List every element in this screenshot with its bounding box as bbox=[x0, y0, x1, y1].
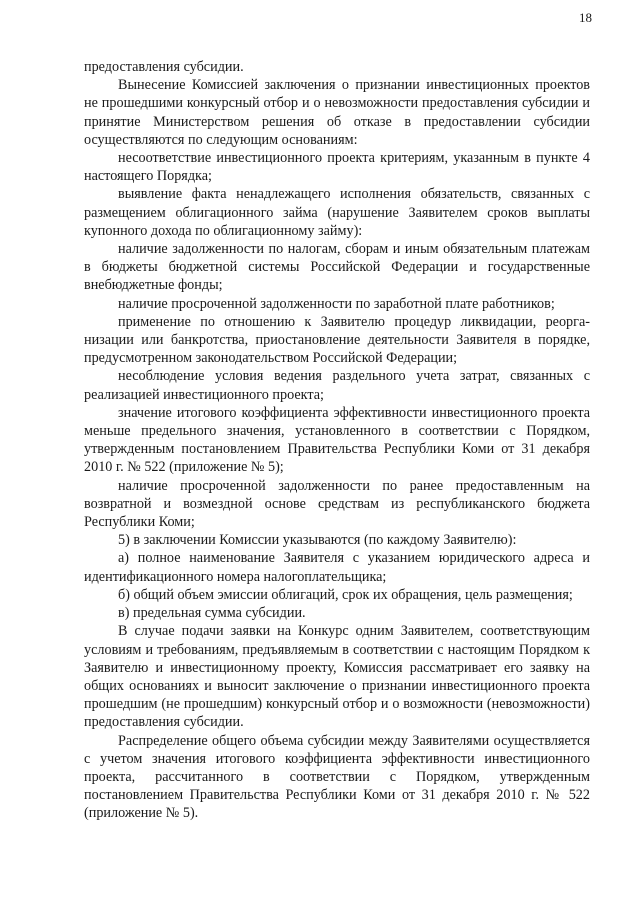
paragraph-conclusion-contents: 5) в заключении Комиссии указываются (по каждому Заявителю): bbox=[118, 532, 517, 549]
paragraph-budget-debt: наличие просроченной задолженности по ранее предоставленным на возвратной и возмездной основе средствам из республиканского бюджета Республики Коми; bbox=[84, 477, 590, 531]
page-number: 18 bbox=[579, 10, 592, 25]
paragraph-efficiency-coefficient: значение итогового коэффициента эффективности инвестиционного проекта меньше предельного значения, установленного в соответствии с Порядком, утвержденным постановлением Правительства Республики Коми от 31 декабря 2010 г. № 522 (приложение № 5); bbox=[84, 404, 590, 476]
paragraph-item-v: в) предельная сумма субсидии. bbox=[118, 605, 306, 622]
paragraph-item-a: а) полное наименование Заявителя с указанием юридического адреса и идентификационного номера налогоплательщика; bbox=[84, 550, 590, 585]
paragraph-improper-obligations: выявление факта ненадлежащего исполнения обязательств, связанных с размещением облигационного займа (нарушение Заявителем сроков выплаты купонного дохода по облигационному займу): bbox=[84, 186, 590, 239]
paragraph-item-b: б) общий объем эмиссии облигаций, срок их обращения, цель размещения; bbox=[118, 586, 573, 603]
document-body bbox=[84, 58, 590, 823]
paragraph-salary-debt: наличие просроченной задолженности по заработной плате работников; bbox=[118, 295, 555, 312]
paragraph-continuation: предоставления субсидии. bbox=[84, 59, 244, 75]
paragraph-grounds-intro: Вынесение Комиссией заключения о признании инвестиционных проектов не прошедшими конкурсный отбор и о невозможности предоставления субсидии и принятие Министерством решения об отказе в предоставлении субсидии осуществляются по следующим основаниям: bbox=[84, 77, 590, 148]
paragraph-subsidy-distribution: Распределение общего объема субсидии между Заявителями осуществляется с учетом значения итогового коэффициента эффективности инвестиционного проекта, рассчитанного в соответствии с Порядком, утвержденным постановлением Правительства Республики Коми от 31 декабря 2010 г. № 522 (приложение № 5). bbox=[84, 732, 590, 822]
paragraph-separate-accounting: несоблюдение условия ведения раздельного учета затрат, связанных с реализацией инвестиционного проекта; bbox=[84, 368, 590, 403]
paragraph-tax-debt: наличие задолженности по налогам, сборам и иным обязательным платежам в бюджеты бюджетной системы Российской Федерации и государственные внебюджетные фонды; bbox=[84, 241, 590, 294]
paragraph-liquidation: применение по отношению к Заявителю процедур ликвидации, реорганизации или банкротства, приостановление деятельности Заявителя в порядке, предусмотренном законодательством Российской Федерации; bbox=[84, 313, 590, 367]
paragraph-single-applicant: В случае подачи заявки на Конкурс одним Заявителем, соответствующим условиям и требованиям, предъявляемым в соответствии с настоящим Порядком к Заявителю и инвестиционному проекту, Комиссия рассматривает его заявку на общих основаниях и выносит заключение о признании инвестиционного проекта прошедшим (не прошедшим) конкурсный отбор и о возможности (невозможности) предоставления субсидии. bbox=[84, 623, 590, 731]
paragraph-criteria-mismatch: несоответствие инвестиционного проекта критериям, указанным в пункте 4 настоящего Порядка; bbox=[84, 150, 590, 185]
